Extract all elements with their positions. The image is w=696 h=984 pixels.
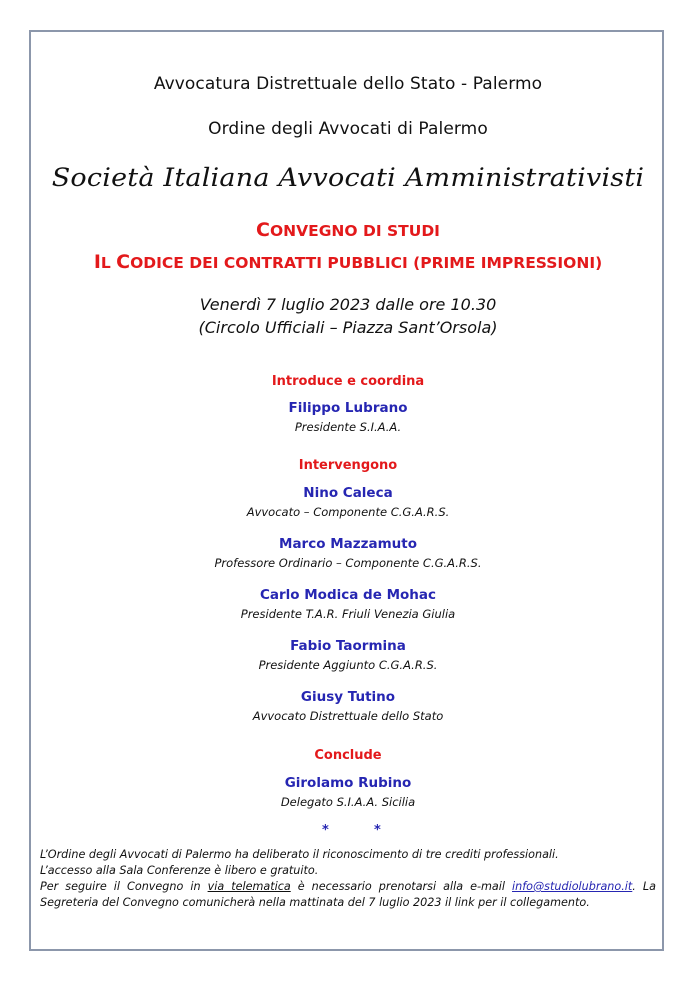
speaker-name: Marco Mazzamuto (279, 536, 417, 552)
title-line2-rest-a: L (100, 254, 117, 272)
header-avvocatura: Avvocatura Distrettuale dello Stato - Palermo (153, 74, 543, 94)
event-venue: (Circolo Ufficiali – Piazza Sant’Orsola) (198, 318, 498, 337)
title-line2-cap-a: I (93, 251, 101, 273)
title-line1-rest: ONVEGNO DI STUDI (269, 222, 440, 240)
closer-role: Delegato S.I.A.A. Sicilia (280, 795, 416, 809)
event-date: Venerdì 7 luglio 2023 dalle ore 10.30 (199, 295, 497, 314)
speaker-role: Avvocato – Componente C.G.A.R.S. (246, 505, 450, 519)
label-intervengono: Intervengono (298, 458, 398, 473)
header-ordine: Ordine degli Avvocati di Palermo (208, 119, 488, 139)
header-society: Società Italiana Avvocati Amministrativisti (51, 163, 645, 192)
closer-name: Girolamo Rubino (284, 775, 412, 791)
note-access: L’accesso alla Sala Conferenze è libero e gratuito. (40, 864, 319, 877)
note-online (40, 879, 656, 911)
speaker-role: Professore Ordinario – Componente C.G.A.R.S. (214, 556, 482, 570)
speaker-role: Presidente Aggiunto C.G.A.R.S. (258, 658, 438, 672)
title-convegno (0, 219, 696, 241)
via-telematica-text: via telematica (207, 880, 291, 893)
speaker-name: Fabio Taormina (290, 638, 406, 654)
speaker-name: Nino Caleca (303, 485, 393, 501)
separator-star: * (322, 823, 329, 838)
speaker-name: Giusy Tutino (300, 689, 396, 705)
title-line2-cap-b: C (116, 251, 131, 273)
title-codice (0, 251, 696, 273)
speaker-role: Presidente T.A.R. Friuli Venezia Giulia (240, 607, 456, 621)
email-link[interactable]: info@studiolubrano.it (512, 880, 633, 893)
label-conclude: Conclude (314, 748, 382, 763)
separator-star: * (374, 823, 381, 838)
note-credits: L’Ordine degli Avvocati di Palermo ha deliberato il riconoscimento di tre crediti professionali. (40, 848, 559, 861)
footer-notes (40, 847, 656, 911)
label-introduce: Introduce e coordina (271, 374, 425, 389)
note-online-text-b: è necessario prenotarsi alla e-mail (290, 880, 513, 893)
moderator-name: Filippo Lubrano (288, 400, 408, 416)
note-online-text-a: Per seguire il Convegno in (40, 880, 208, 893)
note-online-text-c: . La Segreteria del Convegno comunicherà nella mattinata del 7 luglio 2023 il link per il collegamento. (40, 880, 656, 909)
speaker-name: Carlo Modica de Mohac (259, 587, 437, 603)
speaker-role: Avvocato Distrettuale dello Stato (252, 709, 444, 723)
title-line1-cap: C (256, 219, 270, 241)
moderator-role: Presidente S.I.A.A. (294, 420, 402, 434)
title-line2-rest-b: ODICE DEI CONTRATTI PUBBLICI (PRIME IMPRESSIONI) (130, 254, 603, 272)
